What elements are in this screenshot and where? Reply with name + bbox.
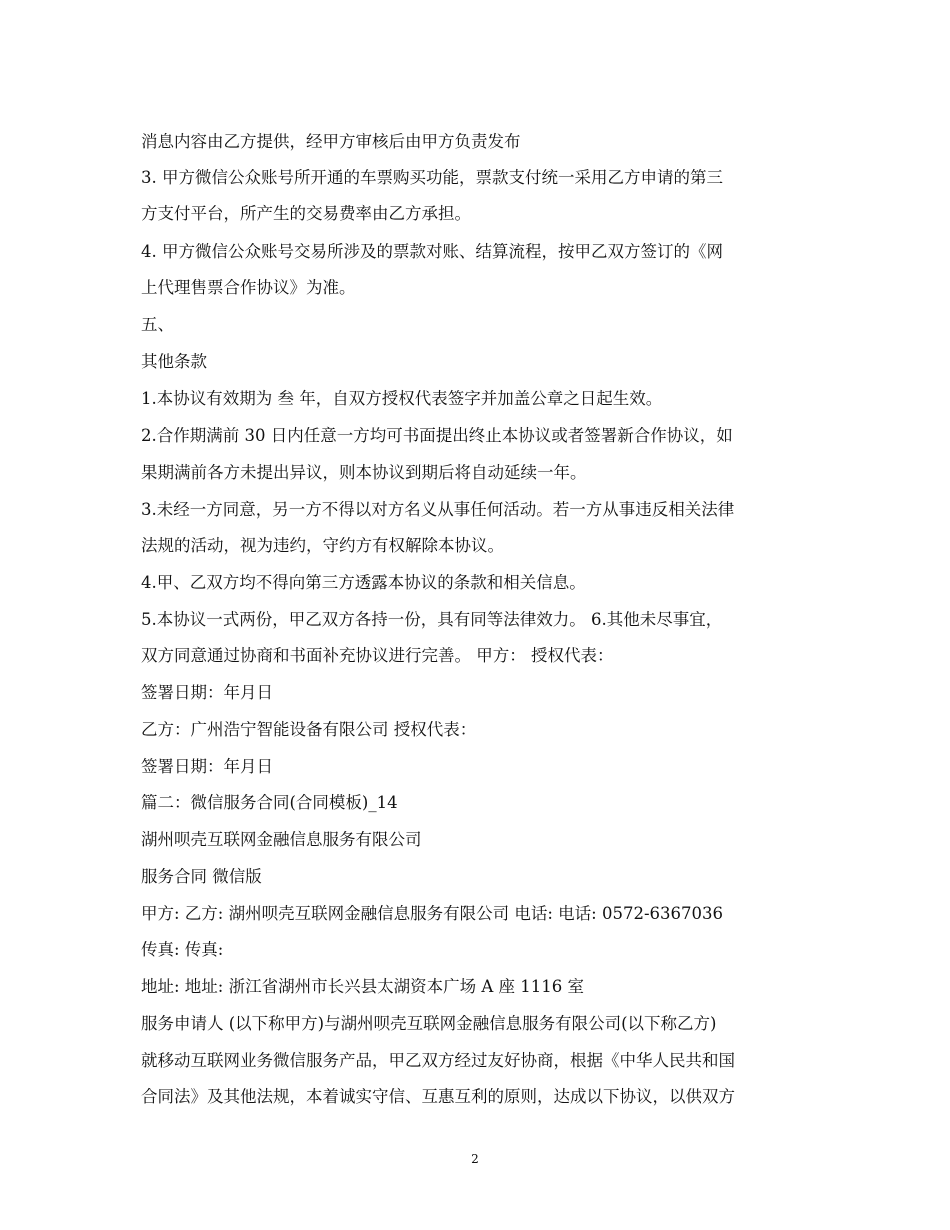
text-line: 方支付平台，所产生的交易费率由乙方承担。 — [141, 204, 471, 223]
text-line: 服务申请人 (以下称甲方)与湖州呗壳互联网金融信息服务有限公司(以下称乙方) — [141, 1014, 717, 1033]
party-b-line: 乙方：广州浩宁智能设备有限公司 授权代表： — [141, 720, 477, 739]
text-line: 就移动互联网业务微信服务产品，甲乙双方经过友好协商，根据《中华人民共和国 — [141, 1051, 735, 1070]
contract-title: 服务合同 微信版 — [141, 867, 262, 886]
company-name: 湖州呗壳互联网金融信息服务有限公司 — [141, 830, 422, 849]
text-line: 上代理售票合作协议》为准。 — [141, 278, 356, 297]
contact-line: 甲方: 乙方: 湖州呗壳互联网金融信息服务有限公司 电话: 电话: 0572-6367036 — [141, 904, 724, 923]
text-line: 1.本协议有效期为 叁 年，自双方授权代表签字并加盖公章之日起生效。 — [141, 389, 663, 408]
text-line: 3. 甲方微信公众账号所开通的车票购买功能，票款支付统一采用乙方申请的第三 — [141, 168, 723, 187]
section-title: 其他条款 — [141, 352, 207, 371]
text-line: 2.合作期满前 30 日内任意一方均可书面提出终止本协议或者签署新合作协议，如 — [141, 426, 733, 445]
chapter-heading: 篇二：微信服务合同(合同模板)_14 — [141, 793, 398, 812]
fax-line: 传真: 传真: — [141, 940, 224, 959]
text-line: 合同法》及其他法规，本着诚实守信、互惠互利的原则，达成以下协议，以供双方 — [141, 1087, 735, 1106]
section-heading: 五、 — [141, 315, 174, 334]
text-line: 消息内容由乙方提供，经甲方审核后由甲方负责发布 — [141, 132, 521, 151]
text-line: 果期满前各方未提出异议，则本协议到期后将自动延续一年。 — [141, 463, 587, 482]
text-line: 4. 甲方微信公众账号交易所涉及的票款对账、结算流程，按甲乙双方签订的《网 — [141, 242, 723, 261]
text-line: 法规的活动，视为违约，守约方有权解除本协议。 — [141, 536, 504, 555]
text-line: 4.甲、乙双方均不得向第三方透露本协议的条款和相关信息。 — [141, 573, 586, 592]
signature-date-line: 签署日期：年月日 — [141, 757, 273, 776]
text-line: 双方同意通过协商和书面补充协议进行完善。 甲方： 授权代表： — [141, 646, 614, 665]
address-line: 地址: 地址: 浙江省湖州市长兴县太湖资本广场 A 座 1116 室 — [141, 977, 584, 996]
signature-date-line: 签署日期：年月日 — [141, 683, 273, 702]
text-line: 5.本协议一式两份，甲乙双方各持一份，具有同等法律效力。 6.其他未尽事宜， — [141, 610, 723, 629]
page-number: 2 — [471, 1152, 479, 1166]
text-line: 3.未经一方同意，另一方不得以对方名义从事任何活动。若一方从事违反相关法律 — [141, 500, 735, 519]
